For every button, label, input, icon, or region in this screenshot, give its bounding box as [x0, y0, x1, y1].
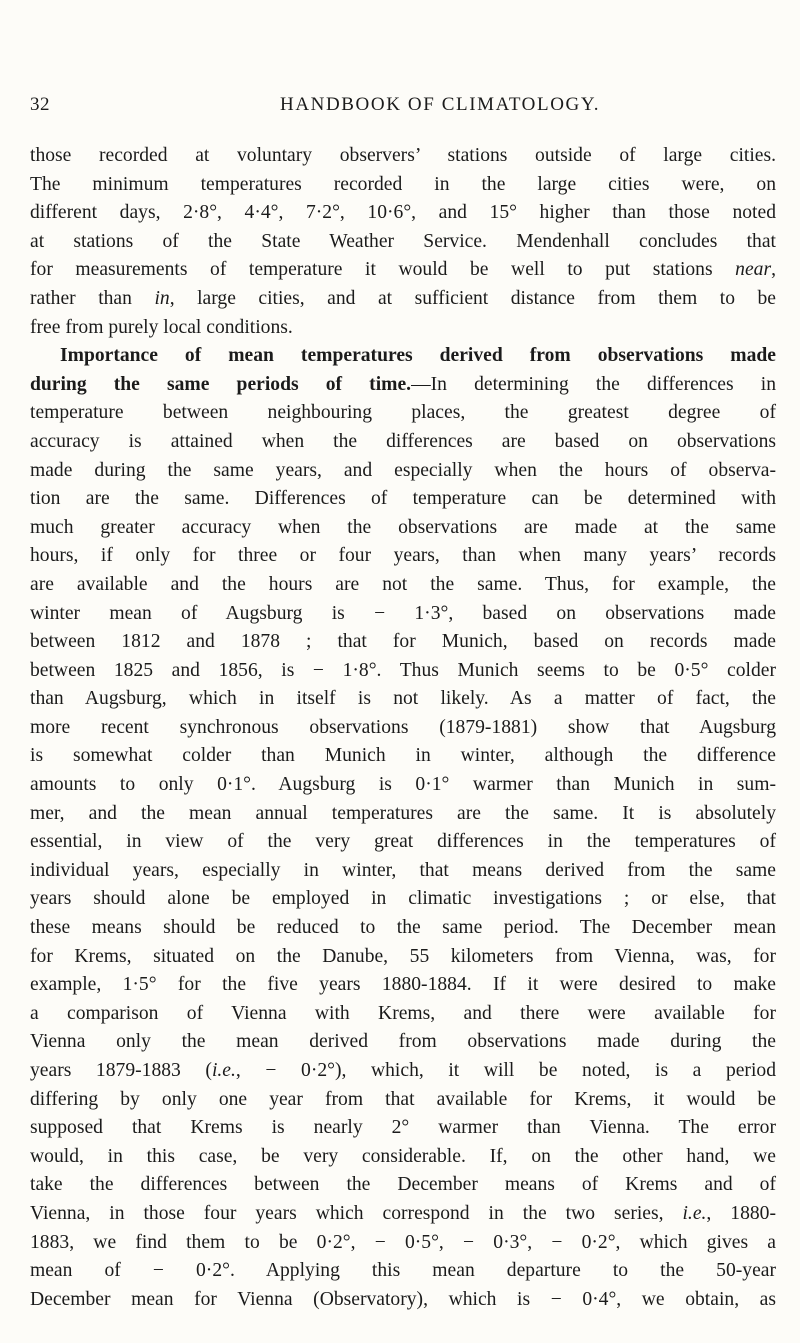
- text-line: at stations of the State Weather Service. Mendenhall concludes that: [30, 230, 776, 252]
- text-line: years should alone be employed in climatic investigations ; or else, that: [30, 888, 776, 910]
- page-number: 32: [30, 94, 50, 115]
- text-line: more recent synchronous observations (1879-1881) show that Augsburg: [30, 716, 776, 738]
- text-line: mer, and the mean annual temperatures are the same. It is absolutely: [30, 802, 776, 824]
- text-line: Vienna, in those four years which correspond in the two series, i.e., 1880-: [30, 1202, 776, 1224]
- text-line: years 1879-1883 (i.e., − 0·2°), which, it will be noted, is a period: [30, 1060, 776, 1081]
- text-line: amounts to only 0·1°. Augsburg is 0·1° warmer than Munich in sum-: [30, 774, 776, 796]
- body-text: [30, 142, 776, 1314]
- emphasis: i.e.: [682, 1202, 707, 1224]
- text-line: temperature between neighbouring places, the greatest degree of: [30, 402, 776, 424]
- section-heading-line: during the same periods of time.—In determining the differences in: [30, 373, 776, 395]
- text-line: December mean for Vienna (Observatory), which is − 0·4°, we obtain, as: [30, 1288, 776, 1310]
- text-line: made during the same years, and especially when the hours of observa-: [30, 459, 776, 481]
- text-line: between 1825 and 1856, is − 1·8°. Thus Munich seems to be 0·5° colder: [30, 659, 776, 681]
- text-line: these means should be reduced to the same period. The December mean: [30, 917, 776, 939]
- text-line: for measurements of temperature it would be well to put stations near,: [30, 259, 776, 281]
- text-line: rather than in, large cities, and at sufficient distance from them to be: [30, 287, 776, 309]
- section-heading-line: [30, 342, 776, 371]
- text-line: is somewhat colder than Munich in winter, although the difference: [30, 745, 776, 767]
- text-line: would, in this case, be very considerable. If, on the other hand, we: [30, 1145, 776, 1167]
- text-line: between 1812 and 1878 ; that for Munich, based on records made: [30, 631, 776, 653]
- text-line: 1883, we find them to be 0·2°, − 0·5°, − 0·3°, − 0·2°, which gives a: [30, 1231, 776, 1253]
- text-line: winter mean of Augsburg is − 1·3°, based on observations made: [30, 602, 776, 624]
- text-line: for Krems, situated on the Danube, 55 kilometers from Vienna, was, for: [30, 945, 776, 967]
- text-line: than Augsburg, which in itself is not likely. As a matter of fact, the: [30, 688, 776, 710]
- page-header: [30, 94, 610, 124]
- text-line: different days, 2·8°, 4·4°, 7·2°, 10·6°, and 15° higher than those noted: [30, 202, 776, 224]
- text-line: The minimum temperatures recorded in the large cities were, on: [30, 173, 776, 195]
- text-line: much greater accuracy when the observations are made at the same: [30, 516, 776, 538]
- emphasis: i.e.: [211, 1060, 236, 1081]
- text-line: differing by only one year from that available for Krems, it would be: [30, 1088, 776, 1110]
- text-line: accuracy is attained when the differences are based on observations: [30, 430, 776, 452]
- text-line: individual years, especially in winter, that means derived from the same: [30, 859, 776, 881]
- text-line: supposed that Krems is nearly 2° warmer than Vienna. The error: [30, 1117, 776, 1139]
- text-line: mean of − 0·2°. Applying this mean departure to the 50-year: [30, 1260, 776, 1282]
- text-line: free from purely local conditions.: [30, 316, 293, 338]
- text-line: example, 1·5° for the five years 1880-1884. If it were desired to make: [30, 974, 776, 996]
- section-heading: during the same periods of time.: [30, 373, 412, 395]
- text-line: hours, if only for three or four years, than when many years’ records: [30, 545, 776, 567]
- text-line: a comparison of Vienna with Krems, and there were available for: [30, 1002, 776, 1024]
- text-line: Vienna only the mean derived from observations made during the: [30, 1031, 776, 1053]
- emphasis: near: [735, 259, 772, 281]
- section-heading: Importance of mean temperatures derived from observations made: [60, 345, 776, 367]
- text-line: are available and the hours are not the same. Thus, for example, the: [30, 573, 776, 595]
- text-line: tion are the same. Differences of temperature can be determined with: [30, 488, 776, 510]
- text-line: essential, in view of the very great differences in the temperatures of: [30, 831, 776, 853]
- emphasis: in: [154, 287, 170, 309]
- running-title: HANDBOOK OF CLIMATOLOGY.: [280, 94, 601, 115]
- text-line: those recorded at voluntary observers’ stations outside of large cities.: [30, 145, 776, 166]
- text-line: take the differences between the December means of Krems and of: [30, 1174, 776, 1196]
